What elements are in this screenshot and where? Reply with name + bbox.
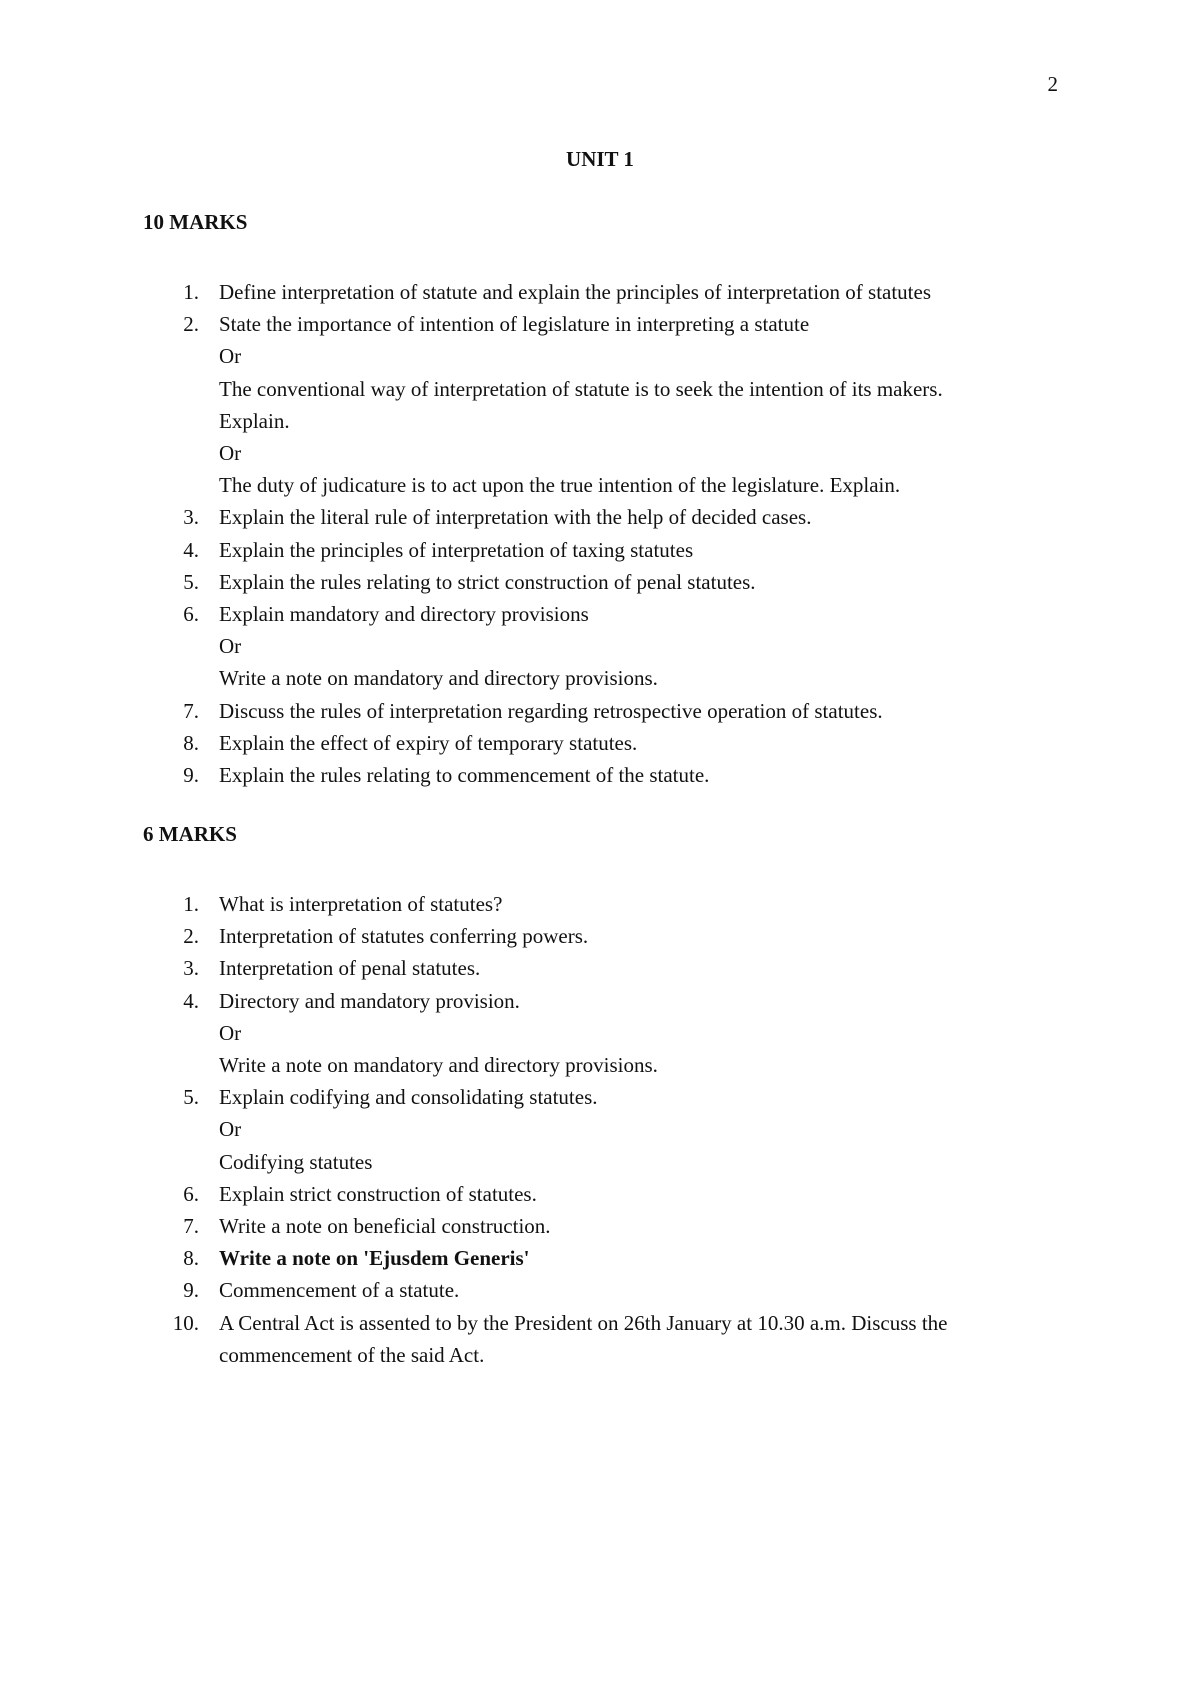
question-text (219, 888, 1083, 920)
question-text (219, 1274, 1083, 1306)
question-text (219, 501, 1083, 533)
question-item (143, 888, 1083, 920)
question-number: 7. (183, 698, 199, 723)
question-text (219, 1178, 1083, 1210)
question-line: Explain the literal rule of interpretation with the help of decided cases. (219, 505, 812, 530)
question-text (219, 566, 1083, 598)
question-text (219, 308, 1083, 501)
question-item (143, 1178, 1083, 1210)
question-number: 3. (183, 956, 199, 981)
question-line: Or (219, 1020, 242, 1045)
question-line: commencement of the said Act. (219, 1342, 485, 1367)
question-line: Interpretation of statutes conferring powers. (219, 924, 589, 949)
question-text (219, 1210, 1083, 1242)
unit-title: UNIT 1 (566, 147, 634, 171)
question-item (143, 534, 1083, 566)
question-text (219, 1242, 1083, 1274)
question-line: Directory and mandatory provision. (219, 988, 520, 1013)
question-item (143, 759, 1083, 791)
question-number: 7. (183, 1214, 199, 1239)
question-text (219, 952, 1083, 984)
question-line: State the importance of intention of legislature in interpreting a statute (219, 312, 810, 337)
question-list-6-marks (143, 888, 1083, 1371)
question-line: Explain the effect of expiry of temporary statutes. (219, 730, 638, 755)
question-number: 1. (183, 280, 199, 304)
question-item (143, 727, 1083, 759)
question-line: Explain the principles of interpretation of taxing statutes (219, 537, 694, 562)
question-line: Write a note on mandatory and directory provisions. (219, 1053, 658, 1078)
question-line: Commencement of a statute. (219, 1278, 460, 1303)
question-line: A Central Act is assented to by the President on 26th January at 10.30 a.m. Discuss the (219, 1310, 948, 1335)
question-item (143, 1242, 1083, 1274)
question-text (219, 695, 1083, 727)
question-line: Interpretation of penal statutes. (219, 956, 481, 981)
question-line: The duty of judicature is to act upon the true intention of the legislature. Explain. (219, 473, 901, 498)
question-text (219, 759, 1083, 791)
question-line: Explain the rules relating to strict construction of penal statutes. (219, 569, 756, 594)
question-line: Write a note on 'Ejusdem Generis' (219, 1246, 530, 1271)
question-number: 2. (183, 312, 199, 337)
question-number: 4. (183, 537, 199, 562)
question-line: Or (219, 344, 242, 369)
question-text (219, 276, 1083, 308)
question-item (143, 566, 1083, 598)
section-heading-10-marks: 10 MARKS (143, 210, 248, 234)
question-text (219, 985, 1083, 1082)
question-text (219, 1081, 1083, 1178)
question-text (219, 920, 1083, 952)
question-item (143, 276, 1083, 308)
question-line: Or (219, 634, 242, 659)
question-item (143, 1081, 1083, 1178)
question-number: 5. (183, 1085, 199, 1110)
question-line: Discuss the rules of interpretation regarding retrospective operation of statutes. (219, 698, 883, 723)
question-item (143, 695, 1083, 727)
question-text (219, 598, 1083, 695)
question-item (143, 985, 1083, 1082)
question-item (143, 1210, 1083, 1242)
question-number: 1. (183, 892, 199, 916)
question-number: 9. (183, 763, 199, 788)
question-line: Or (219, 1117, 242, 1142)
question-number: 3. (183, 505, 199, 530)
question-text (219, 727, 1083, 759)
question-number: 6. (183, 602, 199, 627)
question-item (143, 598, 1083, 695)
question-number: 8. (183, 730, 199, 755)
question-number: 9. (183, 1278, 199, 1303)
question-number: 2. (183, 924, 199, 949)
question-line: Codifying statutes (219, 1149, 373, 1174)
question-line: Explain the rules relating to commencement of the statute. (219, 763, 710, 788)
question-text (219, 534, 1083, 566)
question-item (143, 952, 1083, 984)
question-line: What is interpretation of statutes? (219, 892, 503, 916)
question-number: 5. (183, 569, 199, 594)
question-line: Explain. (219, 408, 290, 433)
question-line: Define interpretation of statute and explain the principles of interpretation of statutes (219, 280, 932, 304)
question-number: 8. (183, 1246, 199, 1271)
question-line: Explain strict construction of statutes. (219, 1181, 537, 1206)
question-number: 10. (172, 1310, 199, 1335)
question-item (143, 501, 1083, 533)
question-item (143, 1307, 1083, 1371)
question-number: 6. (183, 1181, 199, 1206)
page-number: 2 (1047, 72, 1058, 96)
question-line: Explain mandatory and directory provisions (219, 602, 589, 627)
question-list-10-marks (143, 276, 1083, 791)
question-number: 4. (183, 988, 199, 1013)
question-line: Explain codifying and consolidating statutes. (219, 1085, 598, 1110)
question-item (143, 920, 1083, 952)
question-line: Write a note on beneficial construction. (219, 1214, 551, 1239)
question-item (143, 308, 1083, 501)
question-line: The conventional way of interpretation of statute is to seek the intention of its makers. (219, 376, 943, 401)
question-line: Write a note on mandatory and directory provisions. (219, 666, 658, 691)
question-text (219, 1307, 1083, 1371)
question-item (143, 1274, 1083, 1306)
section-heading-6-marks: 6 MARKS (143, 822, 237, 846)
question-line: Or (219, 441, 242, 466)
